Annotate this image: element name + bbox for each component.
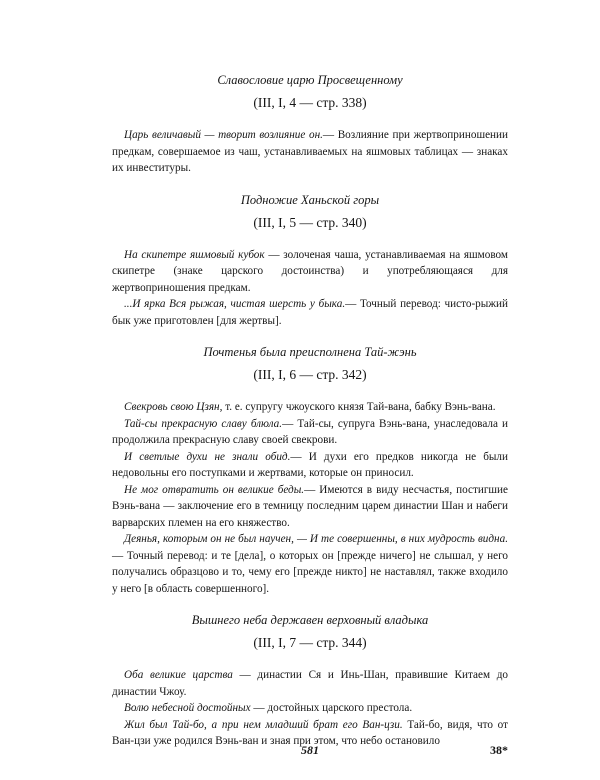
commentary-entry <box>112 531 508 597</box>
section-reference: (III, I, 5 — стр. 340) <box>253 214 367 230</box>
entry-text: — Возлияние при жертвоприношении предкам, совершаемое из чаш, устанавливаемых на яшмовых таблицах — знаках их инвеституры. <box>112 129 508 174</box>
entry-term: Свекровь свою Цзян, <box>124 401 223 413</box>
section-heading: Славословие царю Просвещенному <box>217 73 403 87</box>
commentary-entry <box>112 449 508 482</box>
commentary-entry <box>112 667 508 700</box>
commentary-entry <box>112 482 508 532</box>
entry-text: — Имеются в виду несчастья, постигшие Вэнь-вана — заключение его в темницу последним царем династии Шан и набеги варварских племен на его княжество. <box>112 483 508 529</box>
section-reference: (III, I, 7 — стр. 344) <box>253 635 367 650</box>
entry-term: Не мог отвратить он великие беды. <box>124 483 305 496</box>
entry-text: — Точный перевод: чисто-рыжий бык уже приготовлен [для жертвы]. <box>112 298 508 327</box>
commentary-entry <box>112 700 508 717</box>
entry-text: т. е. супругу чжоуского князя Тай-вана, бабку Вэнь-вана. <box>222 401 496 413</box>
entry-term: Деянья, которым он не был научен, — И те совершенны, в них мудрость видна. <box>124 533 508 545</box>
entry-term: Царь величавый — творит возлияние он. <box>124 129 323 141</box>
section-reference: (III, I, 6 — стр. 342) <box>253 367 367 382</box>
section-heading: Вышнего неба державен верховный владыка <box>191 613 429 627</box>
commentary-section <box>112 345 508 597</box>
entry-text: — Тай-сы, супруга Вэнь-вана, унаследовала и продолжила прекрасную славу своей свекрови. <box>112 417 508 446</box>
entry-term: Жил был Тай-бо, а при нем младший брат его Ван-цзи. <box>124 718 403 731</box>
entry-text: — золоченая чаша, устанавливаемая на яшмовом скипетре (знаке царского достоинства) и употребляющаяся для жертвоприношения предкам. <box>112 248 508 294</box>
entry-term: Оба великие царства <box>124 669 233 681</box>
section-reference: (III, I, 4 — стр. 338) <box>253 95 367 110</box>
page-number: 581 <box>301 743 319 757</box>
entry-text: Тай-бо, видя, что от Ван-цзи уже родился Вэнь-ван и зная при этом, что небо остановило <box>112 718 508 747</box>
entry-term: Волю небесной достойных <box>124 702 251 714</box>
entry-term: ...И ярка Вся рыжая, чистая шерсть у быка. <box>124 298 346 310</box>
commentary-entry <box>112 247 508 297</box>
commentary-entry <box>112 296 508 329</box>
page-footer <box>112 743 508 759</box>
section-heading: Подножие Ханьской горы <box>240 192 380 207</box>
section-heading: Почтенья была преисполнена Тай-жэнь <box>203 345 417 359</box>
entry-term: И светлые духи не знали обид. <box>124 450 291 463</box>
commentary-entry <box>112 399 508 416</box>
entry-term: Тай-сы прекрасную славу блюла. <box>124 417 283 430</box>
commentary-section <box>112 613 508 750</box>
entry-text: — достойных царского престола. <box>250 702 413 714</box>
commentary-section <box>112 73 508 177</box>
entry-text: — И духи его предков никогда не были недовольны его поступками и жертвами, которые он приносил. <box>112 450 508 479</box>
signature-mark: 38* <box>490 743 508 757</box>
commentary-entry <box>112 127 508 177</box>
entry-text: — Точный перевод: и те [дела], о которых он [прежде ничего] не слышал, у него получались образцово и то, чему его [прежде никто] не наставлял, также входило у него [в область совершенного]. <box>112 549 508 595</box>
commentary-entry <box>112 416 508 449</box>
entry-text: — династии Ся и Инь-Шан, правившие Китаем до династии Чжоу. <box>112 669 509 698</box>
entry-term: На скипетре яшмовый кубок <box>124 248 265 261</box>
commentary-section <box>112 193 508 330</box>
